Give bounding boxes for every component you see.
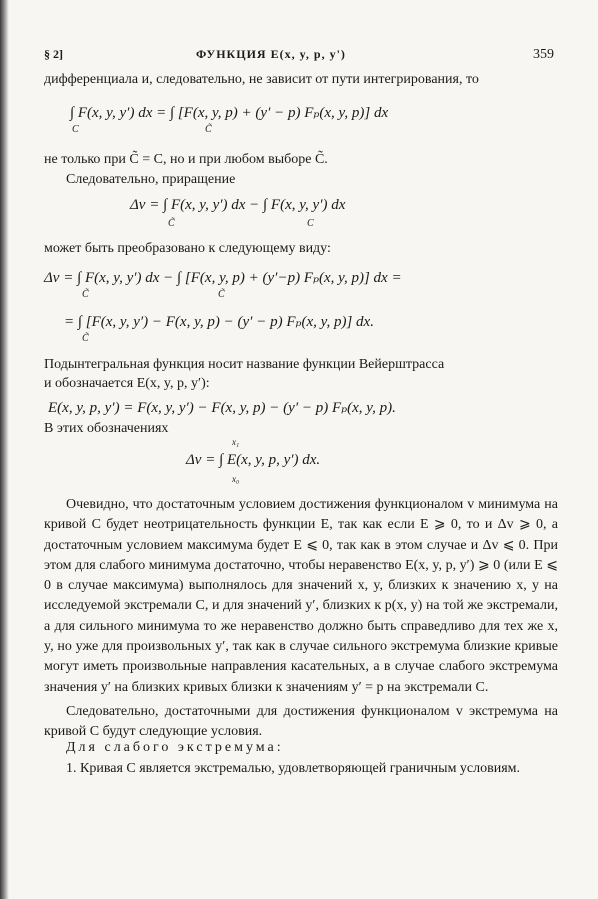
page-number: 359 xyxy=(533,47,554,62)
equation-2-lower-limit-right: C xyxy=(307,218,314,229)
text-line-6: и обозначается E(x, y, p, y′): xyxy=(44,376,210,391)
section-number: § 2] xyxy=(44,47,63,61)
equation-5-weierstrass: E(x, y, p, y′) = F(x, y, y′) − F(x, y, p) − (y′ − p) Fₚ(x, y, p). xyxy=(48,400,396,416)
equation-4-lower-limit: C̃ xyxy=(82,333,89,344)
equation-6-upper-limit: x₁ xyxy=(232,437,240,447)
equation-6-lower-limit: x₀ xyxy=(232,474,240,484)
heading-weak-extremum: Для слабого экстремума: xyxy=(66,740,284,755)
scan-binding-shadow xyxy=(0,0,9,899)
equation-4: = ∫ [F(x, y, y′) − F(x, y, p) − (y′ − p) Fₚ(x, y, p)] dx. xyxy=(64,314,374,330)
text-line-1: дифференциала и, следовательно, не зависит от пути интегрирования, то xyxy=(44,72,479,87)
equation-6: Δv = ∫ E(x, y, p, y′) dx. xyxy=(186,452,321,468)
paragraph-sufficient-conditions: Очевидно, что достаточным условием достижения функционалом v минимума на кривой C будет неотрицательность функции E, так как если E ⩾ 0, то и Δv ⩾ 0, а достаточным условием максимума будет E ⩽ 0, так как в этом случае и Δv ⩽ 0. При этом для слабого минимума достаточно, чтобы неравенство E(x, y, p, y′) ⩾ 0 (или E ⩽ 0 в случае максимума) выполнялось для значений x, y, близких к значению x, y на исследуемой экстремали C, и для значений y′, близких к p(x, y) на той же экстремали, а для сильного минимума то же неравенство должно быть справедливо для тех же x, y, но уже для произвольных y′, так как в случае сильного экстремума близкие кривые могут иметь произвольные направления касательных, а в случае слабого экстремума значения y′ на близких кривых близки к значениям y′ = p на экстремали C. xyxy=(44,497,558,695)
text-line-2: не только при C̃ = C, но и при любом выборе C̃. xyxy=(44,152,328,167)
equation-1: ∫ F(x, y, y′) dx = ∫ [F(x, y, p) + (y′ − p) Fₚ(x, y, p)] dx xyxy=(70,105,389,121)
equation-2-lower-limit-left: C̃ xyxy=(168,218,175,229)
equation-3-lower-limit-left: C̃ xyxy=(82,289,89,300)
equation-1-lower-limit-right: C̃ xyxy=(205,124,212,135)
text-line-5: Подынтегральная функция носит название функции Вейерштрасса xyxy=(44,357,445,372)
text-line-3: Следовательно, приращение xyxy=(66,172,236,187)
running-title: ФУНКЦИЯ E(x, y, p, y') xyxy=(196,47,346,61)
equation-3: Δv = ∫ F(x, y, y′) dx − ∫ [F(x, y, p) + (y′−p) Fₚ(x, y, p)] dx = xyxy=(44,270,402,286)
equation-1-lower-limit-left: C xyxy=(72,124,79,135)
equation-2: Δv = ∫ F(x, y, y′) dx − ∫ F(x, y, y′) dx xyxy=(130,197,346,213)
text-line-7: В этих обозначениях xyxy=(44,421,169,436)
text-line-4: может быть преобразовано к следующему виду: xyxy=(44,241,331,256)
equation-3-lower-limit-right: C̃ xyxy=(218,289,225,300)
paragraph-condition-1: 1. Кривая C является экстремалью, удовлетворяющей граничным условиям. xyxy=(66,761,521,776)
paragraph-conditions-intro: Следовательно, достаточными для достижения функционалом v экстремума на кривой C будут следующие условия. xyxy=(44,704,558,740)
